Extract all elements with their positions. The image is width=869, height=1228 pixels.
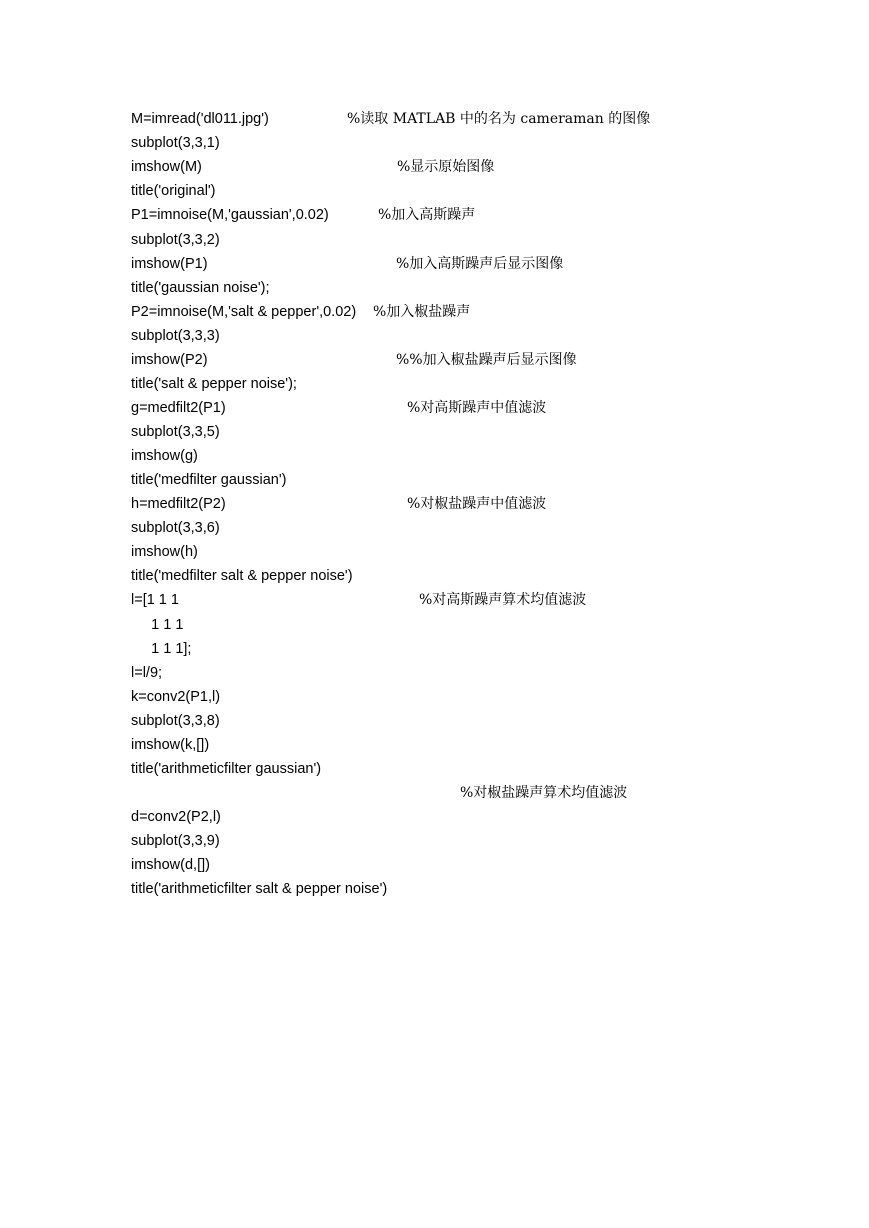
code-text: title('gaussian noise'); [131,280,270,296]
code-comment: %加入高斯躁声后显示图像 [396,256,564,272]
code-line-29 [131,781,831,805]
code-line-6 [131,228,831,252]
code-text: h=medfilt2(P2) [131,496,226,512]
code-text: subplot(3,3,5) [131,424,220,440]
code-line-13 [131,396,831,420]
code-text: title('medfilter salt & pepper noise') [131,568,353,584]
code-line-23 [131,637,831,661]
code-line-5 [131,203,831,227]
code-comment: %对椒盐躁声中值滤波 [407,496,547,512]
code-line-25 [131,685,831,709]
code-text: g=medfilt2(P1) [131,400,226,416]
code-text: P2=imnoise(M,'salt & pepper',0.02) [131,304,357,320]
code-line-33 [131,877,831,901]
code-text: P1=imnoise(M,'gaussian',0.02) [131,207,329,223]
code-line-21 [131,588,831,612]
code-line-1 [131,107,831,131]
code-text: title('medfilter gaussian') [131,472,287,488]
code-text: subplot(3,3,9) [131,833,220,849]
code-line-17 [131,492,831,516]
code-line-14 [131,420,831,444]
code-line-24 [131,661,831,685]
code-text: imshow(P1) [131,256,208,272]
code-text: imshow(P2) [131,352,208,368]
code-line-26 [131,709,831,733]
code-text: k=conv2(P1,l) [131,689,221,705]
code-comment: %加入椒盐躁声 [373,304,471,320]
code-text: M=imread('dl011.jpg') [131,111,269,127]
code-line-20 [131,564,831,588]
code-text: title('arithmeticfilter gaussian') [131,761,322,777]
code-text: 1 1 1 [131,617,184,633]
code-text: subplot(3,3,2) [131,232,220,248]
code-text: title('salt & pepper noise'); [131,376,297,392]
code-comment: %加入高斯躁声 [378,207,476,223]
code-comment: %对高斯躁声中值滤波 [407,400,547,416]
code-line-12 [131,372,831,396]
code-line-32 [131,853,831,877]
code-text: subplot(3,3,1) [131,135,220,151]
code-text: title('arithmeticfilter salt & pepper noise') [131,881,388,897]
code-line-15 [131,444,831,468]
code-comment: %显示原始图像 [397,159,495,175]
code-text: imshow(h) [131,544,198,560]
code-line-2 [131,131,831,155]
code-line-16 [131,468,831,492]
code-text: l=[1 1 1 [131,592,179,608]
code-line-31 [131,829,831,853]
code-text: subplot(3,3,8) [131,713,220,729]
code-text: 1 1 1]; [131,641,192,657]
code-line-30 [131,805,831,829]
code-line-27 [131,733,831,757]
code-text: title('original') [131,183,216,199]
code-text: subplot(3,3,3) [131,328,220,344]
code-text: d=conv2(P2,l) [131,809,221,825]
code-text: imshow(d,[]) [131,857,210,873]
code-comment: %%加入椒盐躁声后显示图像 [396,352,577,368]
code-line-19 [131,540,831,564]
code-line-4 [131,179,831,203]
code-comment: %读取 MATLAB 中的名为 cameraman 的图像 [347,111,651,127]
code-line-11 [131,348,831,372]
code-line-7 [131,252,831,276]
code-comment: %对高斯躁声算术均值滤波 [419,592,587,608]
code-line-22 [131,613,831,637]
code-text: imshow(g) [131,448,198,464]
code-text: subplot(3,3,6) [131,520,220,536]
code-line-28 [131,757,831,781]
code-comment: %对椒盐躁声算术均值滤波 [460,785,628,801]
code-line-9 [131,300,831,324]
code-line-10 [131,324,831,348]
code-line-8 [131,276,831,300]
code-text: imshow(k,[]) [131,737,210,753]
code-text: l=l/9; [131,665,163,681]
code-text: imshow(M) [131,159,202,175]
code-line-3 [131,155,831,179]
code-line-18 [131,516,831,540]
